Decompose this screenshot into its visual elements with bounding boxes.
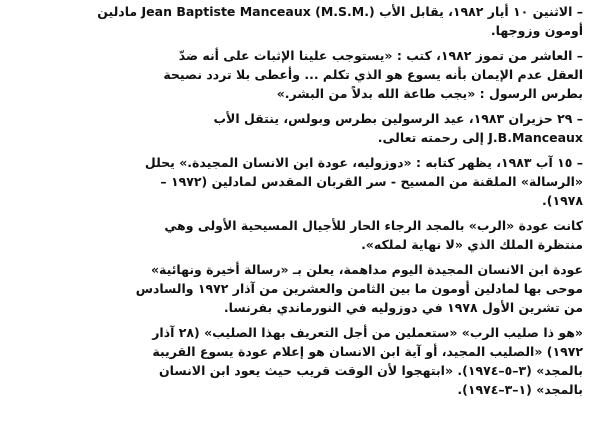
- text-line: من تشرين الأول ١٩٧٨ في دوزوليه في النورماندي بفرنسا.: [223, 300, 583, 315]
- paragraph-7: [4, 323, 583, 399]
- text-line: ١٩٧٢) «الصليب المجيد، أو آية ابن الانسان هو إعلام عودة يسوع القريبة: [152, 344, 583, 359]
- text-line: «الرسالة» الملقنة من المسيح - سر القربان المقدس لمادلين (١٩٧٢ –: [160, 174, 583, 189]
- text-line: – ٢٩ حزيران ١٩٨٣، عيد الرسولين بطرس وبولس، ينتقل الأب: [213, 111, 583, 126]
- text-line: ١٩٧٨).: [542, 193, 583, 208]
- paragraph-5: [4, 216, 583, 254]
- paragraph-3: [4, 109, 583, 147]
- text-line: بالمجد» (١–٣–١٩٧٤).: [457, 382, 583, 397]
- text-line: موحى بها لمادلين أومون ما بين الثامن والعشرين من آذار ١٩٧٢ والسادس: [135, 281, 583, 296]
- text-line: بالمجد» (٣–٥–١٩٧٤). «ابتهجوا لأن الوقت قريب حيث يعود ابن الانسان: [158, 363, 583, 378]
- paragraph-2: [4, 46, 583, 103]
- paragraph-6: [4, 260, 583, 317]
- text-line: العقل عدم الإيمان بأنه يسوع هو الذي تكلم ... وأعطى بلا تردد نصيحة: [163, 67, 583, 82]
- text-line: بطرس الرسول : «يجب طاعة الله بدلاً من البشر.»: [276, 86, 583, 101]
- text-line: منتظرة الملك الذي «لا نهاية لملكه».: [361, 237, 583, 252]
- text-line: – العاشر من تموز ١٩٨٢، كتب : «يستوجب علينا الإثبات على أنه ضدّ: [178, 48, 583, 63]
- text-line: – الاثنين ١٠ أيار ١٩٨٢، يقابل الأب Jean Baptiste Manceaux (M.S.M.) مادلين: [97, 4, 583, 19]
- paragraph-1: [4, 2, 583, 40]
- text-line: أومون وزوجها.: [490, 23, 583, 38]
- text-line: كانت عودة «الرب» بالمجد الرجاء الحار للأجيال المسيحية الأولى وهي: [164, 218, 583, 233]
- text-line: – ١٥ آب ١٩٨٣، يظهر كتابه : «دوزوليه، عودة ابن الانسان المجيدة.» يحلل: [144, 155, 583, 170]
- text-line: عودة ابن الانسان المجيدة اليوم مداهمة، يعلن بـ «رسالة أخيرة ونهائية»: [150, 262, 583, 277]
- text-line: «هو ذا صليب الرب» «ستعملين من أجل التعريف بهذا الصليب» (٢٨ آذار: [152, 325, 583, 340]
- text-line: J.B.Manceaux إلى رحمته تعالى.: [377, 130, 583, 145]
- paragraph-4: [4, 153, 583, 210]
